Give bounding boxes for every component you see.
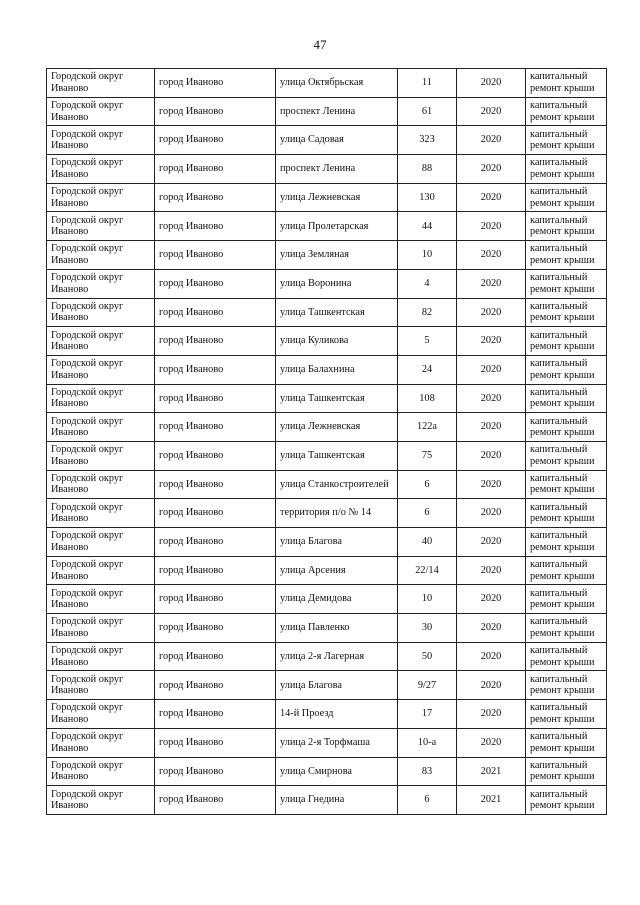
city-cell: город Иваново (155, 183, 276, 212)
house-number-cell: 6 (398, 499, 457, 528)
district-cell: Городской округ Иваново (47, 355, 155, 384)
street-cell: улица Ташкентская (276, 384, 398, 413)
table-row (47, 786, 607, 815)
house-number-cell: 6 (398, 786, 457, 815)
table-row (47, 441, 607, 470)
street-cell: улица 2-я Лагерная (276, 642, 398, 671)
year-cell: 2020 (457, 355, 526, 384)
district-cell: Городской округ Иваново (47, 413, 155, 442)
table-row (47, 556, 607, 585)
city-cell: город Иваново (155, 499, 276, 528)
table-row (47, 327, 607, 356)
table-row (47, 499, 607, 528)
city-cell: город Иваново (155, 441, 276, 470)
house-number-cell: 30 (398, 614, 457, 643)
year-cell: 2020 (457, 269, 526, 298)
table-row (47, 728, 607, 757)
house-number-cell: 61 (398, 97, 457, 126)
work-type-cell: капитальный ремонт крыши (526, 499, 607, 528)
year-cell: 2020 (457, 728, 526, 757)
work-type-cell: капитальный ремонт крыши (526, 69, 607, 98)
year-cell: 2021 (457, 786, 526, 815)
house-number-cell: 44 (398, 212, 457, 241)
district-cell: Городской округ Иваново (47, 757, 155, 786)
year-cell: 2020 (457, 556, 526, 585)
city-cell: город Иваново (155, 384, 276, 413)
year-cell: 2020 (457, 298, 526, 327)
year-cell: 2020 (457, 155, 526, 184)
city-cell: город Иваново (155, 298, 276, 327)
district-cell: Городской округ Иваново (47, 212, 155, 241)
work-type-cell: капитальный ремонт крыши (526, 155, 607, 184)
year-cell: 2020 (457, 97, 526, 126)
street-cell: улица 2-я Торфмаша (276, 728, 398, 757)
work-type-cell: капитальный ремонт крыши (526, 700, 607, 729)
city-cell: город Иваново (155, 757, 276, 786)
street-cell: улица Демидова (276, 585, 398, 614)
district-cell: Городской округ Иваново (47, 298, 155, 327)
district-cell: Городской округ Иваново (47, 585, 155, 614)
work-type-cell: капитальный ремонт крыши (526, 585, 607, 614)
city-cell: город Иваново (155, 614, 276, 643)
street-cell: улица Балахнина (276, 355, 398, 384)
house-number-cell: 24 (398, 355, 457, 384)
district-cell: Городской округ Иваново (47, 700, 155, 729)
work-type-cell: капитальный ремонт крыши (526, 183, 607, 212)
district-cell: Городской округ Иваново (47, 786, 155, 815)
city-cell: город Иваново (155, 700, 276, 729)
work-type-cell: капитальный ремонт крыши (526, 441, 607, 470)
year-cell: 2020 (457, 327, 526, 356)
work-type-cell: капитальный ремонт крыши (526, 528, 607, 557)
street-cell: улица Земляная (276, 241, 398, 270)
work-type-cell: капитальный ремонт крыши (526, 728, 607, 757)
year-cell: 2020 (457, 212, 526, 241)
city-cell: город Иваново (155, 470, 276, 499)
year-cell: 2020 (457, 642, 526, 671)
year-cell: 2020 (457, 528, 526, 557)
work-type-cell: капитальный ремонт крыши (526, 470, 607, 499)
street-cell: улица Куликова (276, 327, 398, 356)
table-row (47, 757, 607, 786)
city-cell: город Иваново (155, 212, 276, 241)
district-cell: Городской округ Иваново (47, 384, 155, 413)
table-row (47, 642, 607, 671)
district-cell: Городской округ Иваново (47, 69, 155, 98)
house-number-cell: 4 (398, 269, 457, 298)
table-row (47, 183, 607, 212)
work-type-cell: капитальный ремонт крыши (526, 355, 607, 384)
house-number-cell: 17 (398, 700, 457, 729)
table-body (47, 69, 607, 815)
year-cell: 2020 (457, 69, 526, 98)
district-cell: Городской округ Иваново (47, 728, 155, 757)
house-number-cell: 40 (398, 528, 457, 557)
street-cell: проспект Ленина (276, 155, 398, 184)
district-cell: Городской округ Иваново (47, 470, 155, 499)
work-type-cell: капитальный ремонт крыши (526, 757, 607, 786)
district-cell: Городской округ Иваново (47, 556, 155, 585)
table-row (47, 384, 607, 413)
year-cell: 2020 (457, 671, 526, 700)
work-type-cell: капитальный ремонт крыши (526, 212, 607, 241)
street-cell: проспект Ленина (276, 97, 398, 126)
district-cell: Городской округ Иваново (47, 183, 155, 212)
street-cell: улица Станкостроителей (276, 470, 398, 499)
work-type-cell: капитальный ремонт крыши (526, 556, 607, 585)
repair-registry-table (46, 68, 607, 815)
street-cell: улица Благова (276, 528, 398, 557)
district-cell: Городской округ Иваново (47, 499, 155, 528)
city-cell: город Иваново (155, 327, 276, 356)
work-type-cell: капитальный ремонт крыши (526, 413, 607, 442)
house-number-cell: 10-а (398, 728, 457, 757)
year-cell: 2021 (457, 757, 526, 786)
house-number-cell: 9/27 (398, 671, 457, 700)
table-row (47, 470, 607, 499)
table-row (47, 614, 607, 643)
district-cell: Городской округ Иваново (47, 614, 155, 643)
city-cell: город Иваново (155, 585, 276, 614)
district-cell: Городской округ Иваново (47, 126, 155, 155)
city-cell: город Иваново (155, 126, 276, 155)
street-cell: улица Арсения (276, 556, 398, 585)
year-cell: 2020 (457, 384, 526, 413)
street-cell: территория п/о № 14 (276, 499, 398, 528)
city-cell: город Иваново (155, 241, 276, 270)
year-cell: 2020 (457, 183, 526, 212)
work-type-cell: капитальный ремонт крыши (526, 269, 607, 298)
city-cell: город Иваново (155, 155, 276, 184)
street-cell: улица Воронина (276, 269, 398, 298)
work-type-cell: капитальный ремонт крыши (526, 671, 607, 700)
house-number-cell: 5 (398, 327, 457, 356)
table-row (47, 355, 607, 384)
year-cell: 2020 (457, 614, 526, 643)
house-number-cell: 88 (398, 155, 457, 184)
city-cell: город Иваново (155, 528, 276, 557)
district-cell: Городской округ Иваново (47, 528, 155, 557)
city-cell: город Иваново (155, 269, 276, 298)
district-cell: Городской округ Иваново (47, 441, 155, 470)
table-row (47, 528, 607, 557)
work-type-cell: капитальный ремонт крыши (526, 384, 607, 413)
table-row (47, 97, 607, 126)
house-number-cell: 10 (398, 241, 457, 270)
table-row (47, 269, 607, 298)
work-type-cell: капитальный ремонт крыши (526, 786, 607, 815)
street-cell: улица Садовая (276, 126, 398, 155)
table-row (47, 69, 607, 98)
district-cell: Городской округ Иваново (47, 671, 155, 700)
page-number: 47 (313, 37, 327, 52)
street-cell: улица Гнедина (276, 786, 398, 815)
year-cell: 2020 (457, 441, 526, 470)
work-type-cell: капитальный ремонт крыши (526, 642, 607, 671)
city-cell: город Иваново (155, 786, 276, 815)
city-cell: город Иваново (155, 671, 276, 700)
city-cell: город Иваново (155, 642, 276, 671)
house-number-cell: 32З (398, 126, 457, 155)
year-cell: 2020 (457, 585, 526, 614)
house-number-cell: 75 (398, 441, 457, 470)
year-cell: 2020 (457, 241, 526, 270)
district-cell: Городской округ Иваново (47, 269, 155, 298)
house-number-cell: 10 (398, 585, 457, 614)
street-cell: улица Пролетарская (276, 212, 398, 241)
house-number-cell: 83 (398, 757, 457, 786)
house-number-cell: 22/14 (398, 556, 457, 585)
street-cell: улица Лежневская (276, 413, 398, 442)
table-row (47, 241, 607, 270)
work-type-cell: капитальный ремонт крыши (526, 298, 607, 327)
street-cell: улица Лежневская (276, 183, 398, 212)
street-cell: улица Ташкентская (276, 441, 398, 470)
city-cell: город Иваново (155, 69, 276, 98)
district-cell: Городской округ Иваново (47, 97, 155, 126)
city-cell: город Иваново (155, 556, 276, 585)
house-number-cell: 122а (398, 413, 457, 442)
street-cell: улица Благова (276, 671, 398, 700)
street-cell: улица Ташкентская (276, 298, 398, 327)
house-number-cell: 50 (398, 642, 457, 671)
street-cell: улица Октябрьская (276, 69, 398, 98)
district-cell: Городской округ Иваново (47, 327, 155, 356)
table-row (47, 671, 607, 700)
year-cell: 2020 (457, 700, 526, 729)
city-cell: город Иваново (155, 413, 276, 442)
year-cell: 2020 (457, 413, 526, 442)
city-cell: город Иваново (155, 355, 276, 384)
house-number-cell: 82 (398, 298, 457, 327)
house-number-cell: 130 (398, 183, 457, 212)
year-cell: 2020 (457, 470, 526, 499)
district-cell: Городской округ Иваново (47, 155, 155, 184)
district-cell: Городской округ Иваново (47, 642, 155, 671)
house-number-cell: 6 (398, 470, 457, 499)
work-type-cell: капитальный ремонт крыши (526, 614, 607, 643)
table-row (47, 413, 607, 442)
street-cell: улица Павленко (276, 614, 398, 643)
table-row (47, 126, 607, 155)
table-row (47, 298, 607, 327)
city-cell: город Иваново (155, 728, 276, 757)
district-cell: Городской округ Иваново (47, 241, 155, 270)
work-type-cell: капитальный ремонт крыши (526, 241, 607, 270)
table-row (47, 212, 607, 241)
street-cell: 14-й Проезд (276, 700, 398, 729)
work-type-cell: капитальный ремонт крыши (526, 327, 607, 356)
table-row (47, 700, 607, 729)
year-cell: 2020 (457, 126, 526, 155)
work-type-cell: капитальный ремонт крыши (526, 126, 607, 155)
work-type-cell: капитальный ремонт крыши (526, 97, 607, 126)
house-number-cell: 108 (398, 384, 457, 413)
city-cell: город Иваново (155, 97, 276, 126)
table-row (47, 155, 607, 184)
street-cell: улица Смирнова (276, 757, 398, 786)
table-row (47, 585, 607, 614)
house-number-cell: 11 (398, 69, 457, 98)
year-cell: 2020 (457, 499, 526, 528)
